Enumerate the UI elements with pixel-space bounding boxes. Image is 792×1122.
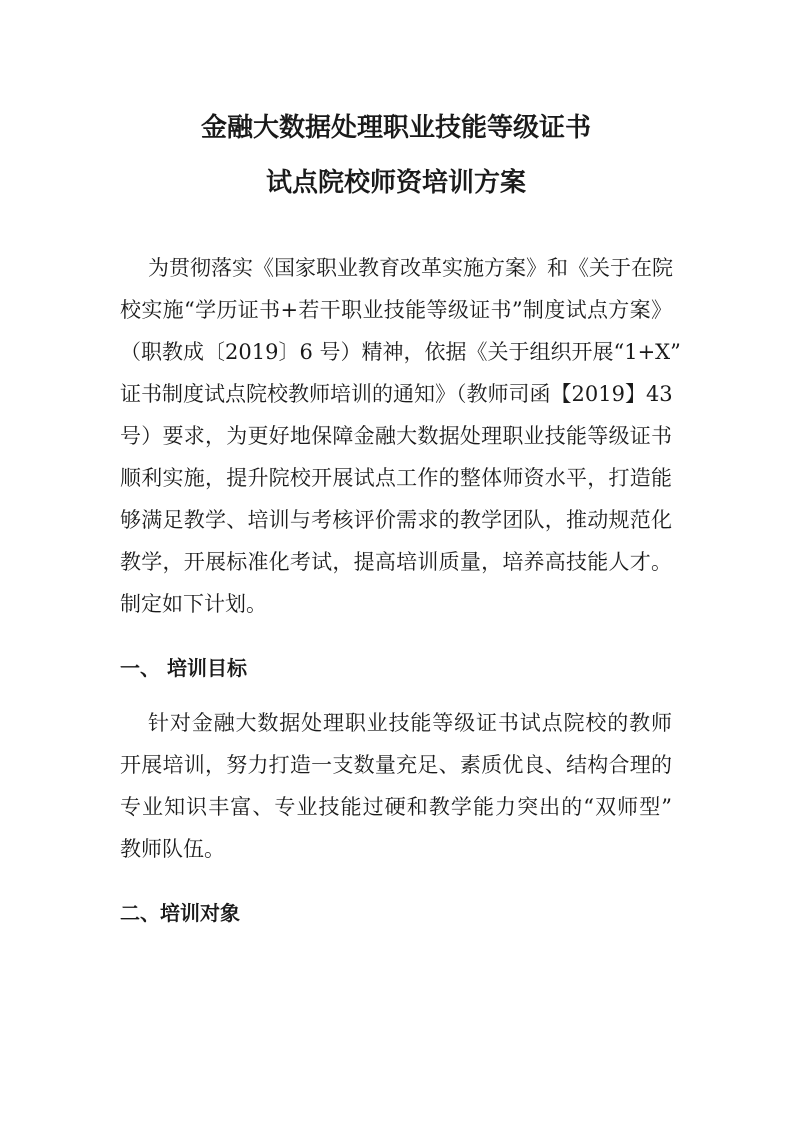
title-line-1: 金融大数据处理职业技能等级证书 — [200, 113, 591, 143]
text-line: 教师队伍。 — [120, 837, 225, 861]
text-line: 开展培训，努力打造一支数量充足、素质优良、结构合理的 — [120, 753, 672, 777]
text-line: 顺利实施，提升院校开展试点工作的整体师资水平，打造能 — [120, 466, 672, 490]
section-heading-1: 一、 培训目标 — [120, 656, 247, 680]
text-line: 为贯彻落实《国家职业教育改革实施方案》和《关于在院 — [148, 256, 673, 280]
text-line: 制定如下计划。 — [120, 592, 267, 616]
text-line: 校实施“学历证书+若干职业技能等级证书”制度试点方案》 — [120, 298, 672, 322]
text-line: 证书制度试点院校教师培训的通知》（教师司函【2019】43 — [120, 382, 673, 406]
text-line: 针对金融大数据处理职业技能等级证书试点院校的教师 — [148, 711, 672, 735]
section-heading-2: 二、培训对象 — [120, 901, 240, 925]
text-line: （职教成〔2019〕6 号）精神，依据《关于组织开展“1+X” — [120, 340, 681, 364]
title-line-2: 试点院校师资培训方案 — [265, 168, 526, 198]
text-line: 教学，开展标准化考试，提高培训质量，培养高技能人才。 — [120, 550, 672, 574]
text-line: 专业知识丰富、专业技能过硬和教学能力突出的“双师型” — [120, 795, 672, 819]
text-line: 号）要求，为更好地保障金融大数据处理职业技能等级证书 — [120, 424, 672, 448]
text-line: 够满足教学、培训与考核评价需求的教学团队，推动规范化 — [120, 508, 672, 532]
